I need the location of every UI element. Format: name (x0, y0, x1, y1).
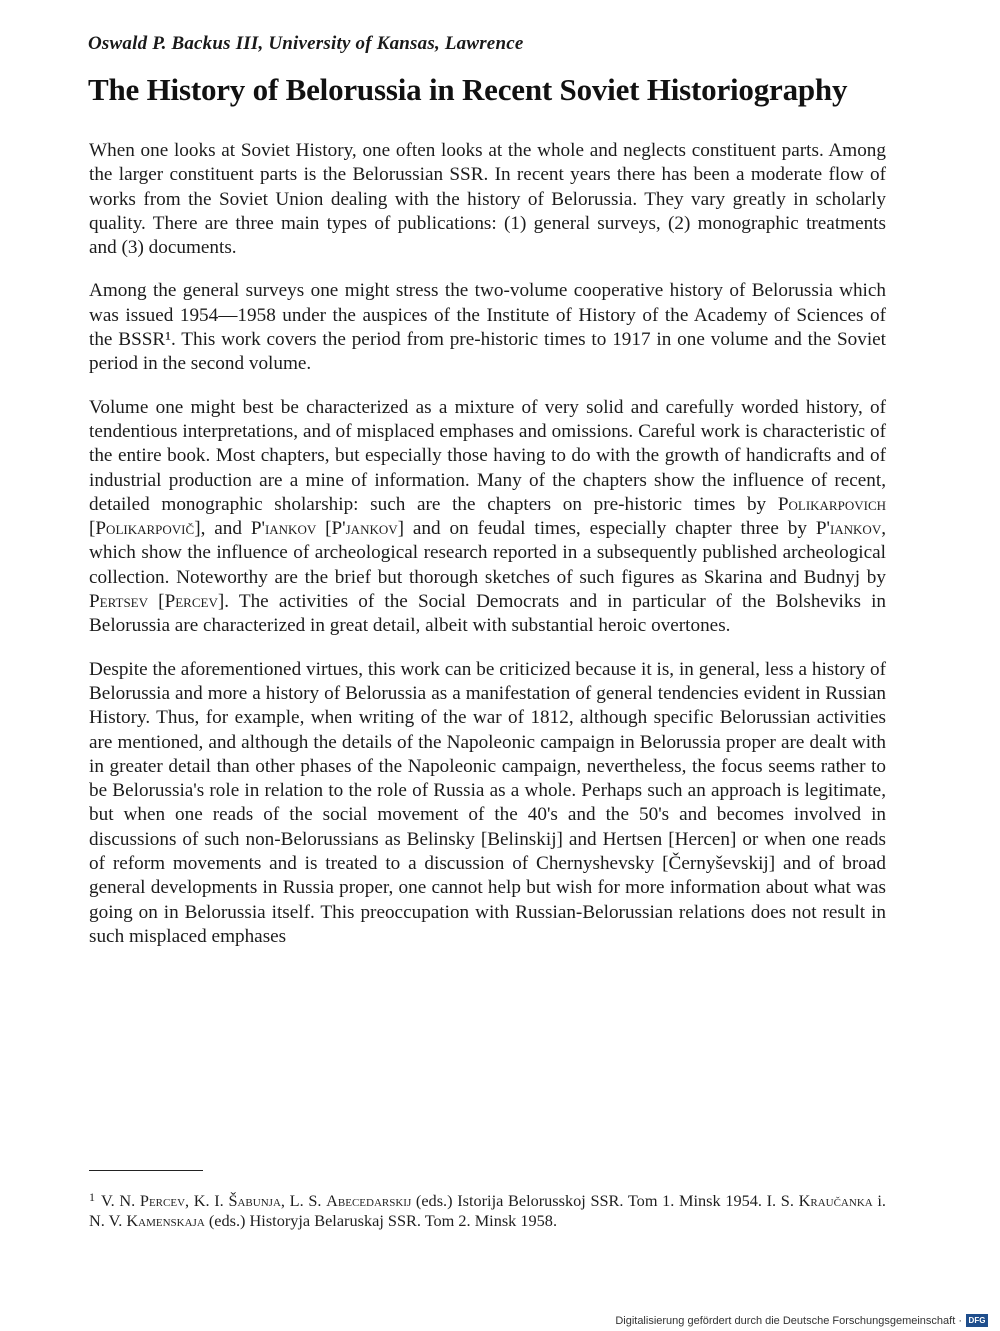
editor-name: Šabunja (228, 1191, 281, 1210)
article-body (89, 139, 886, 968)
footnote-text: (eds.) Istorija Belorusskoj SSR. Tom 1. Minsk 1954. I. S. (411, 1191, 799, 1210)
paragraph-3-text: [ (325, 518, 332, 540)
paragraph-3-text: [ (89, 518, 96, 540)
author-name-polikarpovic: Polikarpovič (95, 518, 195, 540)
author-name-piankov: P'iankov (250, 518, 317, 540)
footnote-text: , K. I. (185, 1191, 229, 1210)
paragraph-3-text: ]. The activities of the Social Democrats and in particular of the Bolsheviks in Belorussia are characterized in great detail, albeit with substantial heroic overtones. (89, 591, 887, 637)
footnote-text: (eds.) Historyja Belaruskaj SSR. Tom 2. Minsk 1958. (204, 1210, 558, 1230)
footnote-text: , L. S. (280, 1191, 327, 1210)
paragraph-3 (89, 396, 886, 639)
paragraph-4: Despite the aforementioned virtues, this work can be criticized because it is, in general, less a history of Belorussia and more a history of Belorussia as a manifestation of general tendencies evident in Russian History. Thus, for example, when writing of the war of 1812, although specific Belorussian activities are mentioned, and although the details of the Napoleonic campaign in Belorussia proper are dealt with in greater detail than other phases of the Napoleonic campaign, nevertheless, the focus seems rather to be Belorussia's role in relation to the role of Russia as a whole. Perhaps such an approach is legitimate, but when one reads of the social movement of the 40's and the 50's and becomes involved in discussions of such non-Belorussians as Belinsky [Belinskij] and Hertsen [Hercen] or when one reads of reform movements and is treated to a discussion of Chernyshevsky [Černyševskij] and of broad general developments in Russia proper, one cannot help but wish for more information about what was going on in Belorussia itself. This preoccupation with Russian-Belorussian relations does not result in such misplaced emphases (89, 658, 886, 947)
author-name-polikarpovich: Polikarpovich (777, 493, 886, 515)
author-name-pjankov: P'jankov (331, 518, 398, 540)
paragraph-3-text: ], and (194, 518, 242, 540)
editor-name: V. N. Percev (101, 1191, 186, 1210)
author-name-percev: Percev (164, 591, 218, 613)
paragraph-2: Among the general surveys one might stress the two-volume cooperative history of Belorussia which was issued 1954—1958 under the auspices of the Institute of History of the Academy of Sciences of the BSSR¹. This work covers the period from pre-historic times to 1917 in one volume and the Soviet period in the second volume. (89, 280, 886, 375)
footnote-1 (89, 1188, 886, 1230)
editor-name: Kamenskaja (126, 1210, 205, 1230)
author-line: Oswald P. Backus III, University of Kansas, Lawrence (88, 33, 524, 54)
author-name-piankov: P'iankov (815, 518, 882, 540)
digitization-credit (615, 1314, 988, 1327)
author-name-pertsev: Pertsev (89, 591, 149, 613)
article-title: The History of Belorussia in Recent Soviet Historiography (88, 72, 848, 107)
paragraph-3-text: Volume one might best be characterized as a mixture of very solid and carefully worded history, of tendentious interpretations, and of misplaced emphases and omissions. Careful work is characteristic of the entire book. Most chapters, but especially those having to do with the growth of handicrafts and of industrial production are a mine of information. Many of the chapters show the influence of recent, detailed monographic sholarship: such are the chapters on pre-historic times by (89, 396, 886, 515)
paragraph-1: When one looks at Soviet History, one often looks at the whole and neglects constituent parts. Among the larger constituent parts is the Belorussian SSR. In recent years there has been a moderate flow of works from the Soviet Union dealing with the history of Belorussia. They vary greatly in scholarly quality. There are three main types of publications: (1) general surveys, (2) monographic treatments and (3) documents. (89, 140, 886, 259)
editor-name: Abecedarskij (326, 1191, 412, 1210)
paragraph-3-text: [ (158, 591, 165, 613)
paragraph-3-text: ] and on feudal times, especially chapter three by (397, 518, 807, 540)
editor-name: Kraučanka (798, 1191, 873, 1210)
paragraph-3-text: , which show the influence of archeological research reported in a subsequently published archeological collection. Noteworthy are the brief but thorough sketches of such figures as Skarina and Budnyj by (89, 518, 887, 588)
footnote-number: 1 (89, 1190, 95, 1204)
footnote-separator (89, 1170, 203, 1171)
dfg-logo-icon: DFG (966, 1314, 988, 1327)
footnote-text: i. N. V. (89, 1191, 886, 1230)
credit-text: Digitalisierung gefördert durch die Deutsche Forschungsgemeinschaft · (615, 1314, 962, 1327)
